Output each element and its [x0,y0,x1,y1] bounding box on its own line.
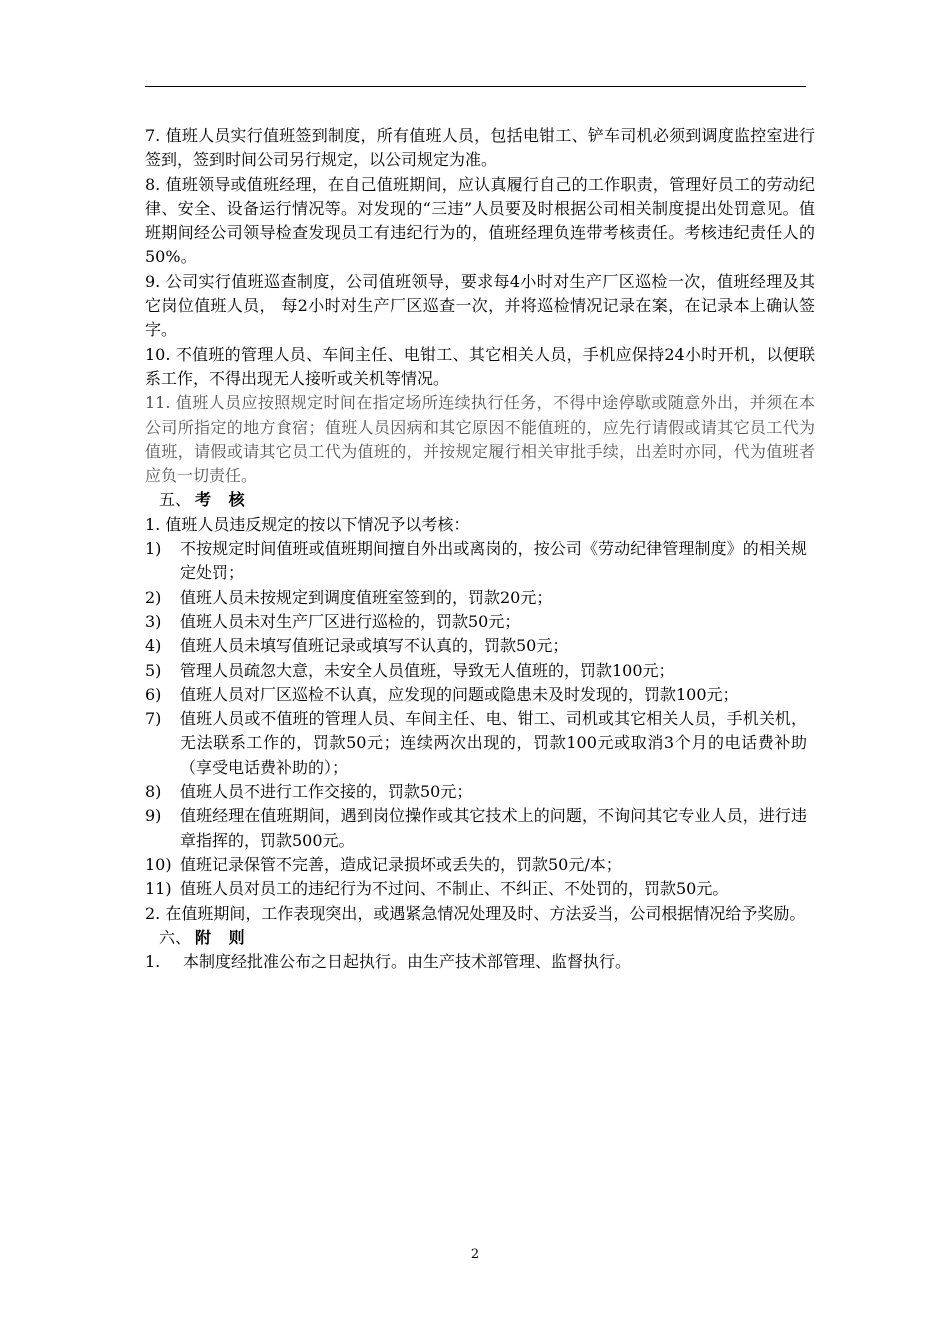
section-5-heading [145,488,815,512]
list-item: 8) 值班人员不进行工作交接的，罚款50元； [145,782,473,802]
list-item: 7) 值班人员或不值班的管理人员、车间主任、电、钳工、司机或其它相关人员，手机关机，无法联系工作的，罚款50元；连续两次出现的，罚款100元或取消3个月的电话费补助（享受电话费补助的）； [145,709,807,777]
list-item: 10) 值班记录保管不完善，造成记录损坏或丢失的，罚款50元/本； [145,854,622,874]
rule-11: 11. 值班人员应按照规定时间在指定场所连续执行任务，不得中途停歇或随意外出，并须在本公司所指定的地方食宿；值班人员因病和其它原因不能值班的，应先行请假或请其它员工代为值班，请假或请其它员工代为值班的，并按规定履行相关审批手续，出差时亦同，代为值班者应负一切责任。 [145,393,815,486]
header-rule [145,86,806,87]
rule-8: 8. 值班领导或值班经理，在自己值班期间，应认真履行自己的工作职责，管理好员工的劳动纪律、安全、设备运行情况等。对发现的“三违”人员要及时根据公司相关制度提出处罚意见。值班期间经公司领导检查发现员工有违纪行为的，值班经理负连带考核责任。考核违纪责任人的50%。 [145,174,815,267]
section-6-heading [145,926,815,950]
section-5-title: 考 核 [195,490,251,510]
rule-10: 10. 不值班的管理人员、车间主任、电钳工、其它相关人员，手机应保持24小时开机，以便联系工作，不得出现无人接听或关机等情况。 [145,344,815,388]
list-item: 1. 本制度经批准公布之日起执行。由生产技术部管理、监督执行。 [145,952,632,972]
page-number: 2 [470,1247,480,1262]
document-body [145,124,815,974]
list-item: 3) 值班人员未对生产厂区进行巡检的，罚款50元； [145,611,521,631]
section-5-prefix: 五、 [159,490,192,510]
list-item: 2) 值班人员未按规定到调度值班室签到的，罚款20元； [145,587,553,607]
list-item: 4) 值班人员未填写值班记录或填写不认真的，罚款50元； [145,636,569,656]
rule-7: 7. 值班人员实行值班签到制度，所有值班人员，包括电钳工、铲车司机必须到调度监控室进行签到，签到时间公司另行规定，以公司规定为准。 [145,126,815,170]
list-item: 11) 值班人员对员工的违纪行为不过问、不制止、不纠正、不处罚的，罚款50元。 [145,879,729,899]
rule-9: 9. 公司实行值班巡查制度，公司值班领导，要求每4小时对生产厂区巡检一次，值班经理及其它岗位值班人员， 每2小时对生产厂区巡查一次，并将巡检情况记录在案，在记录本上确认签字。 [145,271,815,340]
list-item: 1) 不按规定时间值班或值班期间擅自外出或离岗的，按公司《劳动纪律管理制度》的相关规定处罚； [145,539,807,583]
list-item: 5) 管理人员疏忽大意，未安全人员值班，导致无人值班的，罚款100元； [145,660,675,680]
section-5-intro: 1. 值班人员违反规定的按以下情况予以考核： [145,514,470,534]
section-5-outro: 2. 在值班期间，工作表现突出，或遇紧急情况处理及时、方法妥当，公司根据情况给予奖励。 [145,903,806,923]
list-item: 9) 值班经理在值班期间，遇到岗位操作或其它技术上的问题，不询问其它专业人员，进行违章指挥的，罚款500元。 [145,806,807,850]
section-6-prefix: 六、 [159,927,192,947]
list-item: 6) 值班人员对厂区巡检不认真，应发现的问题或隐患未及时发现的，罚款100元； [145,684,739,704]
section-6-title: 附 则 [195,927,251,947]
